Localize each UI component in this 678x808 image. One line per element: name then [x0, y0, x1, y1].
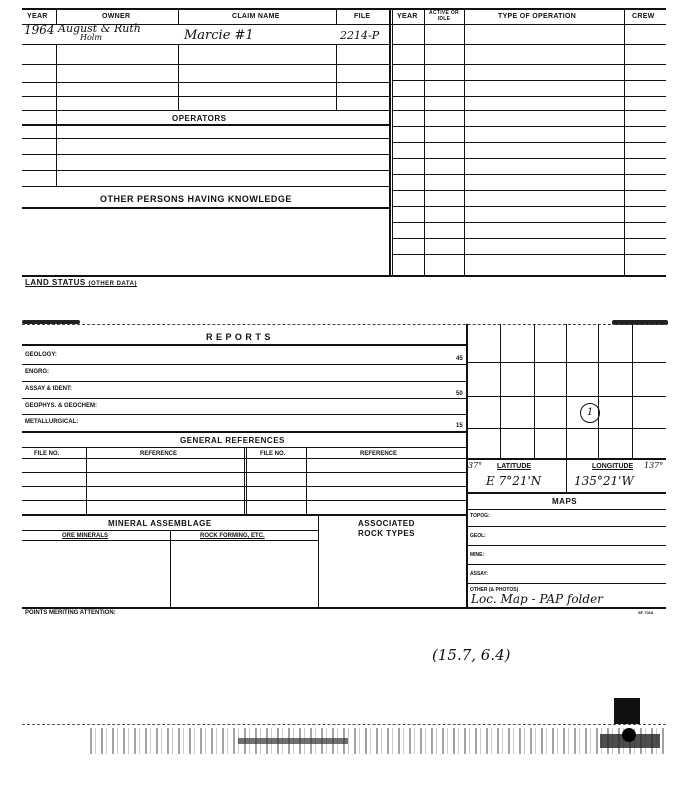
row-line	[466, 526, 666, 527]
top-border	[22, 8, 666, 10]
row-line	[466, 564, 666, 565]
row-line	[22, 514, 466, 516]
entry-year: 1964	[24, 23, 55, 37]
row-line	[22, 154, 389, 155]
row-line	[392, 254, 666, 255]
col-sep	[56, 44, 57, 186]
maps-other: OTHER (& PHOTOS)	[470, 587, 519, 593]
report-geophys: GEOPHYS. & GEOCHEM:	[25, 403, 98, 409]
ref-header-file-no-1: FILE NO.	[34, 451, 60, 457]
row-line	[392, 96, 666, 97]
col-sep	[336, 44, 337, 110]
grid-v	[500, 324, 501, 458]
row-line	[22, 431, 466, 433]
col-sep	[246, 447, 247, 514]
grid-v	[566, 324, 567, 458]
col-sep	[306, 447, 307, 514]
coordinates-note: (15.7, 6.4)	[432, 646, 511, 664]
grid-v	[632, 324, 633, 458]
row-line	[392, 80, 666, 81]
header-claim-name: CLAIM NAME	[232, 13, 280, 20]
latitude-value: E 7°21'N	[486, 474, 542, 488]
row-line	[22, 607, 666, 609]
maps-geol: GEOL:	[470, 533, 486, 539]
row-line	[392, 190, 666, 191]
longitude-value: 135°21'W	[574, 474, 634, 488]
row-line	[466, 492, 666, 494]
grid-h	[466, 396, 666, 397]
longitude-label: LONGITUDE	[592, 463, 634, 470]
rock-types-label: ROCK TYPES	[358, 529, 416, 538]
lat-prefix: 37°	[468, 461, 483, 470]
land-status-label	[25, 278, 137, 287]
maps-other-value: Loc. Map - PAP folder	[471, 592, 603, 606]
row-line	[392, 222, 666, 223]
row-line	[22, 364, 466, 365]
scan-black-square	[614, 698, 640, 724]
row-line	[22, 381, 466, 382]
scan-noise-band	[90, 728, 665, 754]
ref-header-reference-2: REFERENCE	[360, 451, 398, 457]
other-persons-label: OTHER PERSONS HAVING KNOWLEDGE	[100, 194, 292, 204]
row-line	[466, 545, 666, 546]
row-line	[392, 142, 666, 143]
points-meriting-attention: POINTS MERITING ATTENTION:	[25, 610, 116, 616]
grid-h	[466, 362, 666, 363]
row-line	[22, 96, 389, 97]
ore-minerals-label: ORE MINERALS	[62, 533, 109, 539]
row-line	[466, 583, 666, 584]
row-line	[22, 207, 389, 209]
grid-v	[598, 324, 599, 458]
reports-top-line	[22, 324, 666, 325]
col-sep	[170, 530, 171, 608]
report-assay: ASSAY & IDENT:	[25, 386, 73, 392]
row-line	[22, 44, 389, 45]
col-sep	[86, 447, 87, 514]
header-owner: OWNER	[102, 13, 131, 20]
mineral-assemblage-title: MINERAL ASSEMBLAGE	[108, 519, 212, 528]
land-status-sub: (OTHER DATA)	[88, 281, 137, 287]
col-sep	[56, 8, 57, 24]
col-sep	[244, 447, 245, 514]
row-line	[22, 170, 389, 171]
row-line	[22, 398, 466, 399]
long-suffix: 137°	[644, 461, 664, 470]
bottom-line	[22, 275, 666, 277]
rock-forming-label: ROCK FORMING, ETC.	[200, 533, 265, 539]
land-status-text: LAND STATUS	[25, 278, 86, 287]
header-active-idle: ACTIVE OR IDLE	[429, 10, 459, 22]
row-line	[392, 126, 666, 127]
header-year-2: YEAR	[397, 13, 418, 20]
operators-label: OPERATORS	[172, 114, 227, 123]
entry-owner-line1: August & Ruth	[58, 22, 141, 35]
row-line	[392, 110, 666, 111]
header-type-of-operation: TYPE OF OPERATION	[498, 13, 577, 20]
row-line	[392, 158, 666, 159]
maps-assay: ASSAY:	[470, 571, 489, 577]
report-metallurgical-num: 15	[456, 423, 463, 429]
row-line	[22, 110, 389, 111]
entry-file: 2214-P	[340, 29, 380, 42]
latitude-label: LATITUDE	[497, 463, 532, 470]
row-line	[392, 238, 666, 239]
col-sep	[336, 8, 337, 24]
row-line	[22, 64, 389, 65]
grid-circle-mark: 1	[580, 403, 600, 423]
grid-v	[534, 324, 535, 458]
form-number: SF 7018	[638, 610, 654, 615]
row-line	[22, 138, 389, 139]
col-sep	[318, 514, 319, 608]
header-crew: CREW	[632, 13, 655, 20]
maps-mine: MINE:	[470, 552, 485, 558]
row-line	[392, 174, 666, 175]
row-line	[466, 509, 666, 510]
reports-title: R E P O R T S	[206, 332, 271, 342]
row-line	[22, 344, 466, 346]
row-line	[22, 124, 389, 126]
scan-blot	[622, 728, 636, 742]
row-line	[22, 186, 389, 187]
maps-topog: TOPOG:	[470, 513, 490, 519]
report-engrg: ENGRG:	[25, 369, 49, 375]
row-line	[392, 64, 666, 65]
ref-header-file-no-2: FILE NO.	[260, 451, 286, 457]
row-line	[22, 414, 466, 415]
maps-title: MAPS	[552, 497, 578, 506]
general-references-title: GENERAL REFERENCES	[180, 436, 285, 445]
ref-header-reference-1: REFERENCE	[140, 451, 178, 457]
row-line	[392, 206, 666, 207]
row-line	[22, 82, 389, 83]
scan-smear	[238, 738, 348, 744]
row-line	[392, 44, 666, 45]
col-sep	[178, 44, 179, 110]
report-geology: GEOLOGY:	[25, 352, 57, 358]
entry-claim-name: Marcie #1	[184, 28, 254, 43]
report-metallurgical: METALLURGICAL:	[25, 419, 79, 425]
header-file: FILE	[354, 13, 371, 20]
associated-label: ASSOCIATED	[358, 519, 415, 528]
center-divider	[389, 8, 391, 276]
col-sep	[178, 8, 179, 24]
report-geology-num: 45	[456, 356, 463, 362]
report-assay-num: 50	[456, 391, 463, 397]
scan-dashed-line	[22, 724, 666, 725]
entry-owner-line2: Holm	[80, 33, 102, 42]
header-year: YEAR	[27, 13, 48, 20]
col-sep	[566, 460, 567, 492]
grid-h	[466, 428, 666, 429]
